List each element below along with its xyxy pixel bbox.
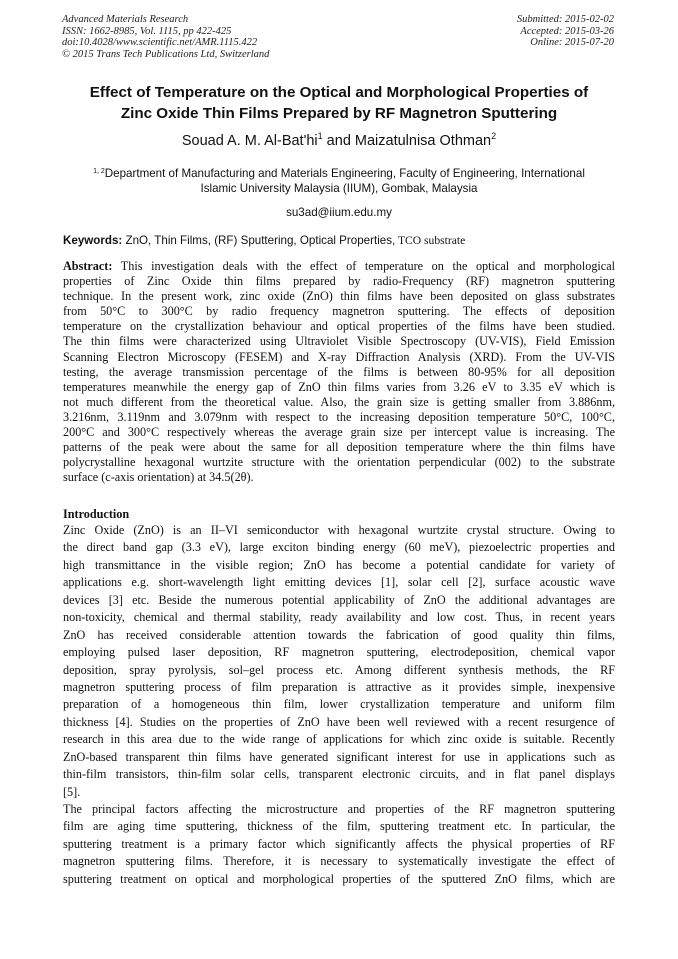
abstract xyxy=(63,259,615,485)
keywords-label: Keywords: xyxy=(63,234,123,247)
abstract-line: polycrystalline hexagonal wurtzite structure with the orientation perpendicular (002) to the substrate xyxy=(63,455,615,470)
paper-title xyxy=(50,82,628,124)
intro-line: ZnO-based transparent thin films have generated significant interest for use in applications such as xyxy=(63,749,615,764)
intro-line: preparation of a homogeneous thin film, lower crystallization temperature and uniform film xyxy=(63,697,615,712)
author-connector: and xyxy=(322,133,355,149)
intro-line: applications e.g. short-wavelength light emitting devices [1], solar cell [2], surface acoustic wave xyxy=(63,575,615,590)
journal-name: Advanced Materials Research xyxy=(62,14,189,25)
journal-issn: ISSN: 1662-8985, Vol. 1115, pp 422-425 xyxy=(62,25,232,37)
intro-line: non-toxicity, chemical and thermal stability, ready availability and low cost. Thus, in recent years xyxy=(63,610,615,625)
paper-title-line-2: Zinc Oxide Thin Films Prepared by RF Magnetron Sputtering xyxy=(120,105,558,122)
abstract-line: testing, the average transmission percentage of the films is between 80-95% for all deposition xyxy=(63,364,615,379)
affiliation-line-1 xyxy=(62,164,616,181)
keywords-text: ZnO, Thin Films, (RF) Sputtering, Optical Properties, xyxy=(122,234,396,247)
journal-info xyxy=(62,14,269,60)
affiliation-mark: 1, 2 xyxy=(93,168,105,175)
intro-line: research in this area due to the wide range of applications for which zinc oxide is suitable. Recently xyxy=(63,732,615,747)
publication-dates xyxy=(517,14,614,49)
intro-line: sputtering treatment is a primary factor which significantly affects the physical properties of RF xyxy=(63,836,615,851)
intro-line: employing pulsed laser deposition, RF magnetron sputtering, electrodeposition, chemical vapor xyxy=(63,645,615,660)
date-submitted: Submitted: 2015-02-02 xyxy=(516,14,614,25)
abstract-line: Scanning Electron Microscopy (FESEM) and X-ray Diffraction Analysis (XRD). From the UV-VIS xyxy=(63,349,615,364)
keywords-tail: TCO substrate xyxy=(395,234,466,247)
intro-line: magnetron sputtering process of film preparation is attractive as it provides simple, inexpensive xyxy=(63,679,615,694)
author-1: Souad A. M. Al-Bat'hi xyxy=(181,133,318,149)
intro-line: thin-film transistors, thin-film solar cells, transparent electronic circuits, and in flat panel displays xyxy=(63,767,615,782)
author-2: Maizatulnisa Othman xyxy=(354,133,492,149)
introduction-body xyxy=(63,522,615,888)
abstract-line: technique. In the present work, zinc oxide (ZnO) thin films have been deposited on glass substrates xyxy=(63,289,615,304)
intro-line: [5]. xyxy=(63,784,81,799)
journal-copyright: © 2015 Trans Tech Publications Ltd, Switzerland xyxy=(62,48,270,60)
abstract-line: The thin films were characterized using Ultraviolet Visible Spectroscopy (UV-VIS), Field Emission xyxy=(63,334,615,349)
abstract-line xyxy=(63,259,615,274)
abstract-line: not much different from the theoretical value. Also, the grain size is getting smaller from 3.886nm, xyxy=(63,394,615,409)
author-list xyxy=(0,131,678,149)
intro-line: sputtering treatment on optical and morphological properties of the sputtered ZnO films, which are xyxy=(63,871,615,886)
author-2-affiliation-mark: 2 xyxy=(491,131,497,141)
affiliation-line-1-text: Department of Manufacturing and Materials Engineering, Faculty of Engineering, International xyxy=(104,167,585,180)
intro-line: devices [3] etc. Beside the numerous potential applicability of ZnO the additional advantages are xyxy=(63,592,615,607)
intro-line: high transmittance in the visible region; ZnO has become a potential candidate for variety of xyxy=(63,557,615,572)
date-online: Online: 2015-07-20 xyxy=(530,37,614,49)
author-email[interactable]: su3ad@iium.edu.my xyxy=(286,206,392,219)
intro-line: deposition, spray pyrolysis, sol–gel process etc. Among different synthesis methods, the RF xyxy=(63,662,615,677)
intro-line: The principal factors affecting the microstructure and properties of the RF magnetron sputtering xyxy=(63,802,615,816)
abstract-line: from 50°C to 300°C by radio frequency magnetron sputtering. The effects of deposition xyxy=(63,304,615,319)
abstract-line: temperature on the crystallization behaviour and optical properties of the films have been studied. xyxy=(63,319,615,334)
journal-doi[interactable]: doi:10.4028/www.scientific.net/AMR.1115.422 xyxy=(62,37,258,49)
abstract-line-1-text: This investigation deals with the effect of temperature on the optical and morphological xyxy=(112,259,615,273)
abstract-line: properties of Zinc Oxide thin films prepared by radio-Frequency (RF) magnetron sputtering xyxy=(63,274,615,289)
affiliation xyxy=(62,164,616,196)
intro-line: the direct band gap (3.3 eV), large exciton binding energy (60 meV), piezoelectric properties and xyxy=(63,540,615,555)
paper-title-line-1: Effect of Temperature on the Optical and Morphological Properties of xyxy=(89,84,589,101)
author-1-affiliation-mark: 1 xyxy=(317,131,323,141)
abstract-line: temperatures meanwhile the energy gap of ZnO thin films varies from 3.26 eV to 3.35 eV which is xyxy=(63,379,615,394)
intro-line: magnetron sputtering films. Therefore, it is necessary to systematically investigate the effect of xyxy=(63,854,615,869)
intro-line: film are aging time sputtering, thickness of the film, sputtering treatment etc. In particular, the xyxy=(63,819,615,834)
abstract-line: 200°C and 300°C respectively whereas the average grain size per intercept value is increasing. The xyxy=(63,425,615,440)
abstract-line: patterns of the peak were about the same for all deposition temperature where the thin films have xyxy=(63,440,615,455)
keywords xyxy=(63,234,618,247)
intro-line: thickness [4]. Studies on the properties of ZnO have been well reviewed with a recent resurgence of xyxy=(63,714,615,729)
date-accepted: Accepted: 2015-03-26 xyxy=(520,25,614,37)
intro-line: Zinc Oxide (ZnO) is an II–VI semiconductor with hexagonal wurtzite crystal structure. Owing to xyxy=(63,523,615,537)
abstract-line: surface (c-axis orientation) at 34.5(2θ). xyxy=(63,470,254,485)
abstract-label: Abstract: xyxy=(63,259,113,273)
affiliation-line-2: Islamic University Malaysia (IIUM), Gombak, Malaysia xyxy=(200,182,478,195)
introduction-heading: Introduction xyxy=(63,507,130,521)
intro-line: ZnO has received considerable attention towards the fabrication of good quality thin films, xyxy=(63,627,615,642)
abstract-line: 3.216nm, 3.119nm and 3.079nm with respect to the increasing deposition temperature 50°C, 100°C, xyxy=(63,409,615,424)
